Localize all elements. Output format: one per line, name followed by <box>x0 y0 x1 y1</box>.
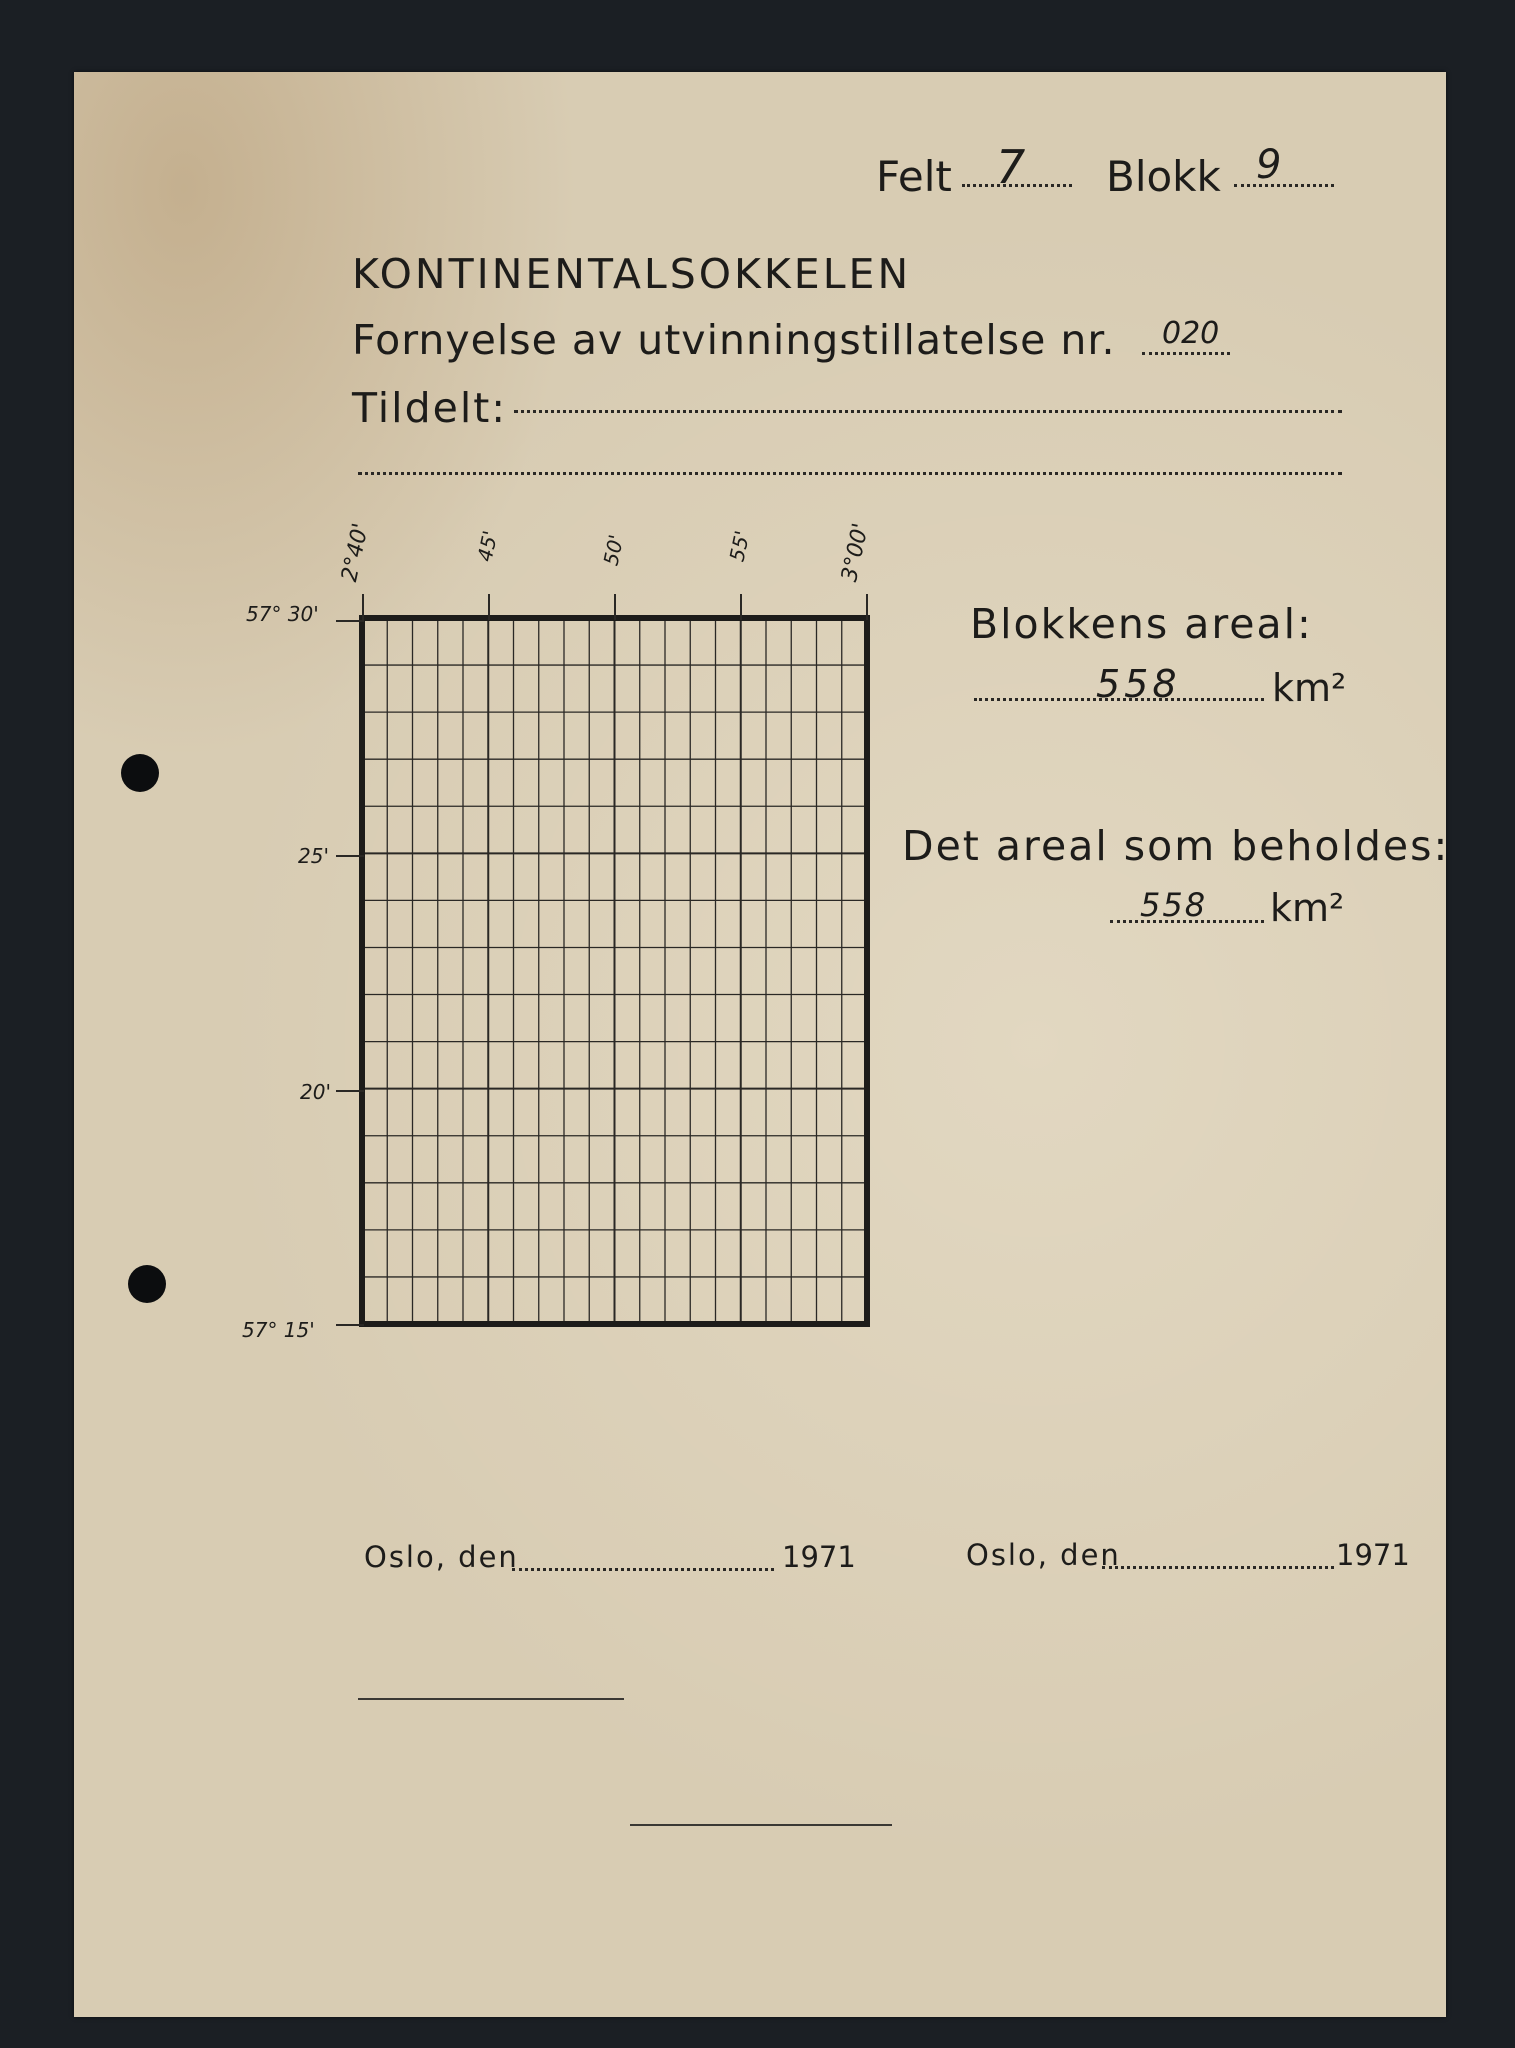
retained-area-unit: km² <box>1270 886 1345 930</box>
blokk-value: 9 <box>1256 142 1282 188</box>
felt-value: 7 <box>996 140 1026 194</box>
retained-area-label: Det areal som beholdes: <box>902 822 1450 870</box>
latitude-tick <box>336 1324 364 1326</box>
longitude-tick <box>740 594 742 620</box>
longitude-label-50: 50' <box>598 532 629 568</box>
longitude-label-3-00: 3°00' <box>837 521 874 584</box>
longitude-tick <box>866 594 868 620</box>
blokk-label: Blokk <box>1106 152 1221 201</box>
oslo-den-right: Oslo, den <box>966 1538 1121 1572</box>
oslo-den-left: Oslo, den <box>364 1540 519 1574</box>
longitude-tick <box>488 594 490 620</box>
longitude-label-45: 45' <box>472 528 503 564</box>
latitude-tick <box>336 1090 364 1092</box>
longitude-tick <box>362 594 364 620</box>
felt-label: Felt <box>876 152 952 201</box>
latitude-label-57-15: 57° 15' <box>242 1318 315 1342</box>
date-dotted-line-right <box>1102 1566 1334 1569</box>
signature-line-bottom <box>630 1824 892 1826</box>
block-grid-map <box>74 72 1446 2017</box>
longitude-label-2-40: 2°40' <box>337 521 374 584</box>
block-area-label: Blokkens areal: <box>970 600 1313 648</box>
longitude-tick <box>614 594 616 620</box>
retained-area-value: 558 <box>1140 886 1208 924</box>
tildelt-label: Tildelt: <box>352 384 508 432</box>
latitude-label-57-30: 57° 30' <box>246 602 319 626</box>
longitude-label-55: 55' <box>724 528 755 564</box>
block-area-value: 558 <box>1096 662 1181 706</box>
document-title: KONTINENTALSOKKELEN <box>352 250 912 298</box>
latitude-label-25: 25' <box>298 844 329 868</box>
latitude-tick <box>336 620 364 622</box>
year-right: 1971 <box>1336 1538 1410 1572</box>
signature-line-left <box>358 1698 624 1700</box>
renewal-label: Fornyelse av utvinningstillatelse nr. <box>352 316 1116 364</box>
year-left: 1971 <box>782 1540 856 1574</box>
document-page <box>74 72 1450 2017</box>
latitude-label-20: 20' <box>300 1080 331 1104</box>
date-dotted-line-left <box>512 1568 774 1571</box>
licence-number: 020 <box>1162 316 1220 351</box>
latitude-tick <box>336 855 364 857</box>
block-area-unit: km² <box>1272 666 1347 710</box>
